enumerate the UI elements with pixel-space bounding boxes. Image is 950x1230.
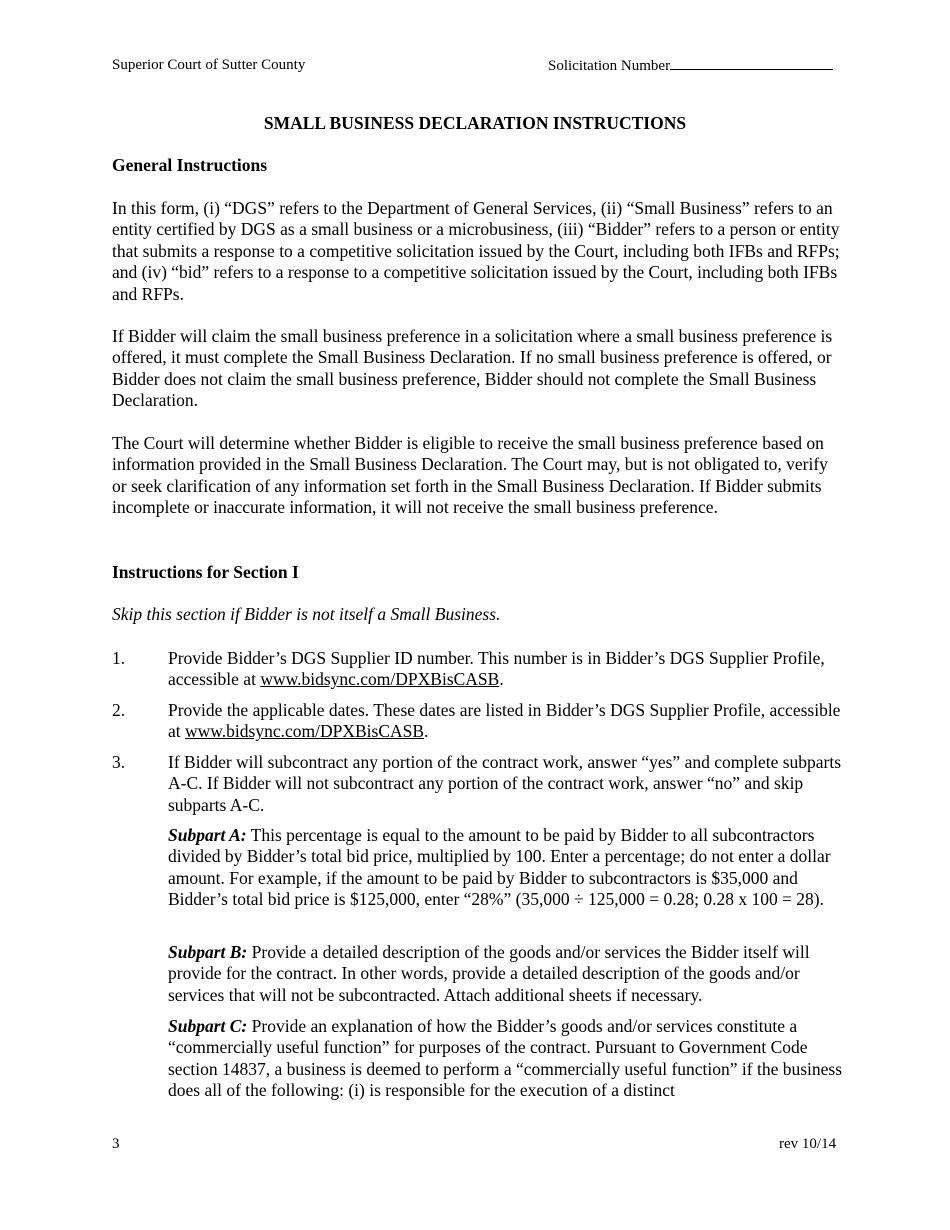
general-paragraph-eligibility: The Court will determine whether Bidder is eligible to receive the small business preference based on information provided in the Small Business Declaration. The Court may, but is not obligated to, verify or seek clarification of any information set forth in the Small Business Declaration. If Bidder submits incomplete or inaccurate information, it will not receive the small business preference. — [112, 433, 828, 518]
subpart-a — [168, 825, 843, 911]
solicitation-label: Solicitation Number — [548, 58, 671, 74]
general-instructions-heading: General Instructions — [112, 155, 268, 175]
subpart-c — [168, 1016, 843, 1102]
item-3-text: If Bidder will subcontract any portion of the contract work, answer “yes” and complete subparts A-C. If Bidder will not subcontract any portion of the contract work, answer “no” and skip subparts A-C. — [168, 752, 842, 815]
item-2-link[interactable]: www.bidsync.com/DPXBisCASB — [185, 721, 425, 742]
section-1-heading: Instructions for Section I — [112, 562, 299, 582]
subpart-c-text: Provide an explanation of how the Bidder’s goods and/or services constitute a “commercially useful function” for purposes of the contract. Pursuant to Government Code section 14837, a business is deemed to perform a “commercially useful function” if the business does all of the following: (i) is responsible for the execution of a distinct — [168, 1016, 843, 1101]
item-3-number: 3. — [112, 752, 126, 772]
subpart-a-label: Subpart A: — [168, 825, 247, 845]
subpart-b — [168, 942, 843, 1006]
item-1-number: 1. — [112, 648, 126, 668]
item-1-end: . — [499, 669, 504, 690]
subpart-a-text: This percentage is equal to the amount to be paid by Bidder to all subcontractors divided by Bidder’s total bid price, multiplied by 100. Enter a percentage; do not enter a dollar amount. For example, if the amount to be paid by Bidder to subcontractors is $35,000 and Bidder’s total bid price is $125,000, enter “28%” (35,000 ÷ 125,000 = 0.28; 0.28 x 100 = 28). — [168, 825, 831, 910]
subpart-b-label: Subpart B: — [168, 942, 248, 962]
item-1-body: Provide Bidder’s DGS Supplier ID number. This number is in Bidder’s DGS Supplier Profile, accessible at — [168, 648, 825, 690]
solicitation-number-blank — [670, 56, 833, 70]
solicitation-number-header — [548, 56, 833, 75]
item-1-link[interactable]: www.bidsync.com/DPXBisCASB — [260, 669, 500, 690]
item-2-body: Provide the applicable dates. These dates are listed in Bidder’s DGS Supplier Profile, accessible at — [168, 700, 841, 742]
court-name-header: Superior Court of Sutter County — [112, 57, 306, 73]
general-paragraph-claim: If Bidder will claim the small business preference in a solicitation where a small business preference is offered, it must complete the Small Business Declaration. If no small business preference is offered, or Bidder does not claim the small business preference, Bidder should not complete the Small Business Declaration. — [112, 326, 833, 411]
item-2-text — [168, 700, 843, 743]
subpart-b-text: Provide a detailed description of the goods and/or services the Bidder itself will provide for the contract. In other words, provide a detailed description of the goods and/or services that will not be subcontracted. Attach additional sheets if necessary. — [168, 942, 810, 1005]
revision-label: rev 10/14 — [779, 1136, 837, 1152]
item-2-number: 2. — [112, 700, 126, 720]
section-1-note: Skip this section if Bidder is not itself a Small Business. — [112, 604, 501, 624]
page-number: 3 — [112, 1136, 120, 1152]
subpart-c-label: Subpart C: — [168, 1016, 248, 1036]
item-2-end: . — [424, 721, 429, 742]
general-paragraph-definitions: In this form, (i) “DGS” refers to the Department of General Services, (ii) “Small Business” refers to an entity certified by DGS as a small business or a microbusiness, (iii) “Bidder” refers to a person or entity that submits a response to a competitive solicitation issued by the Court, including both IFBs and RFPs; and (iv) “bid” refers to a response to a competitive solicitation issued by the Court, including both IFBs and RFPs. — [112, 198, 840, 304]
page-title: SMALL BUSINESS DECLARATION INSTRUCTIONS — [263, 113, 687, 133]
item-1-text — [168, 648, 843, 691]
